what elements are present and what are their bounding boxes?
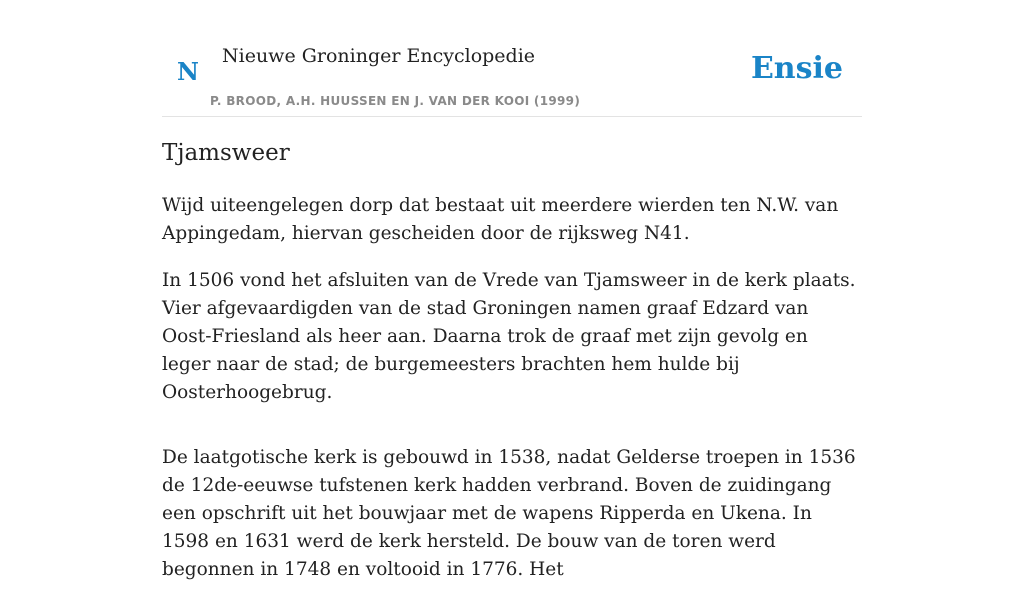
paragraph-1: Wijd uiteengelegen dorp dat bestaat uit meerdere wierden ten N.W. van Appingedam, hiervan gescheiden door de rijksweg N41. (162, 195, 839, 244)
paragraph-3: De laatgotische kerk is gebouwd in 1538, nadat Gelderse troepen in 1536 de 12de-eeuwse tufstenen kerk hadden verbrand. Boven de zuidingang een opschrift uit het bouwjaar met de wapens Ripperda en Ukena. In 1598 en 1631 werd de kerk hersteld. De bouw van de toren werd begonnen in 1748 en voltooid in 1776. Het (162, 447, 856, 580)
site-header (162, 0, 862, 117)
ensie-logo[interactable]: Ensie (750, 51, 843, 86)
page-container (162, 0, 862, 580)
entry-title: Tjamsweer (162, 140, 290, 166)
book-title[interactable]: Nieuwe Groninger Encyclopedie (222, 45, 536, 67)
book-authors: P. BROOD, A.H. HUUSSEN EN J. VAN DER KOOI (1999) (210, 94, 581, 108)
entry-body (162, 192, 862, 603)
encyclopedia-logo[interactable]: N (177, 57, 199, 86)
paragraph-2: In 1506 vond het afsluiten van de Vrede van Tjamsweer in de kerk plaats. Vier afgevaardigden van de stad Groningen namen graaf Edzard van Oost-Friesland als heer aan. Daarna trok de graaf met zijn gevolg en leger naar de stad; de burgemeesters brachten hem hulde bij Oosterhoogebrug. (162, 270, 856, 403)
